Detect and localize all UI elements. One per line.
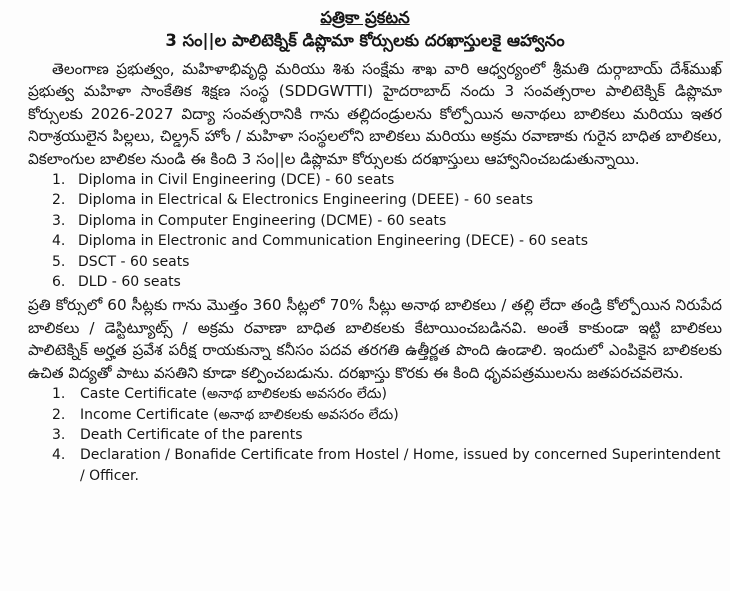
list-item: [28, 425, 722, 445]
list-item: [28, 211, 722, 231]
item-number: 3.: [52, 426, 66, 443]
list-item: [28, 231, 722, 251]
item-number: 1.: [52, 172, 66, 189]
item-number: 5.: [52, 253, 66, 270]
document-name: Death Certificate of the parents: [80, 426, 303, 443]
list-item: [28, 384, 722, 404]
item-number: 4.: [52, 447, 66, 464]
list-item: [28, 252, 722, 272]
course-name: Diploma in Computer Engineering (DCME) - 60 seats: [78, 212, 447, 229]
document-name: Caste Certificate (అనాథ బాలికలకు అవసరం లేదు): [80, 386, 387, 403]
document-list: [28, 384, 722, 486]
list-item: [28, 190, 722, 210]
course-name: Diploma in Electronic and Communication Engineering (DECE) - 60 seats: [78, 233, 589, 250]
item-number: 3.: [52, 212, 66, 229]
intro-paragraph: తెలంగాణ ప్రభుత్వం, మహిళాభివృద్ధి మరియు శిశు సంక్షేమ శాఖ వారి ఆధ్వర్యంలో శ్రీమతి దుర్గాబాయ్ దేశ్‌ముఖ్ ప్రభుత్వ మహిళా సాంకేతిక శిక్షణ సంస్థ (SDDGWTTI) హైదరాబాద్ నందు 3 సంవత్సరాల పాలిటెక్నిక్ డిప్లొమా కోర్సులకు 2026-2027 విద్యా సంవత్సరానికి గాను తల్లిదండ్రులను కోల్పోయిన అనాథలు బాలికలు మరియు ఇతర నిరాశ్రయులైన పిల్లలు, చిల్డ్రన్ హోం / మహిళా సంస్థలలోని బాలికలు మరియు అక్రమ రవాణాకు గురైన బాధిత బాలికలు, వికలాంగుల బాలికల నుండి ఈ కింది 3 సం||ల డిప్లొమా కోర్సులకు దరఖాస్తులు ఆహ్వానించబడుతున్నాయి.: [28, 60, 722, 168]
notice-subtitle: 3 సం||ల పాలిటెక్నిక్ డిప్లొమా కోర్సులకు దరఖాస్తులకై ఆహ్వానం: [165, 31, 565, 50]
document-name: Income Certificate (అనాథ బాలికలకు అవసరం లేదు): [80, 406, 399, 423]
course-name: DSCT - 60 seats: [78, 253, 190, 270]
item-number: 2.: [52, 406, 66, 423]
notice-title: పత్రికా ప్రకటన: [320, 8, 410, 27]
item-number: 4.: [52, 233, 66, 250]
item-number: 6.: [52, 274, 66, 291]
list-item: [28, 405, 722, 425]
course-name: Diploma in Electrical & Electronics Engineering (DEEE) - 60 seats: [78, 192, 533, 209]
course-name: Diploma in Civil Engineering (DCE) - 60 seats: [78, 172, 395, 189]
list-item: [28, 170, 722, 190]
body-paragraph: ప్రతి కోర్సులో 60 సీట్లకు గాను మొత్తం 360 సీట్లలో 70% సీట్లు అనాథ బాలికలు / తల్లి లేదా తండ్రి కోల్పోయిన నిరుపేద బాలికలు / డెస్టిట్యూట్స్ / అక్రమ రవాణా బాధిత బాలికలకు కేటాయించబడినవి. అంతే కాకుండా ఇట్టి బాలికలు పాలిటెక్నిక్ అర్హత ప్రవేశ పరీక్ష రాయకున్నా కనీసం పదవ తరగతి ఉత్తీర్ణత పొంది ఉండాలి. ఇందులో ఎంపికైన బాలికలకు ఉచిత విద్యతో పాటు వసతిని కూడా కల్పించబడును. దరఖాస్తు కొరకు ఈ కింది ధృవపత్రములను జతపరచవలెను.: [28, 296, 722, 382]
document-name: Declaration / Bonafide Certificate from Hostel / Home, issued by concerned Superintendent / Officer.: [80, 447, 721, 484]
item-number: 1.: [52, 386, 66, 403]
course-name: DLD - 60 seats: [78, 274, 181, 291]
course-list: [28, 170, 722, 292]
list-item: [28, 272, 722, 292]
list-item: [28, 445, 722, 486]
item-number: 2.: [52, 192, 66, 209]
